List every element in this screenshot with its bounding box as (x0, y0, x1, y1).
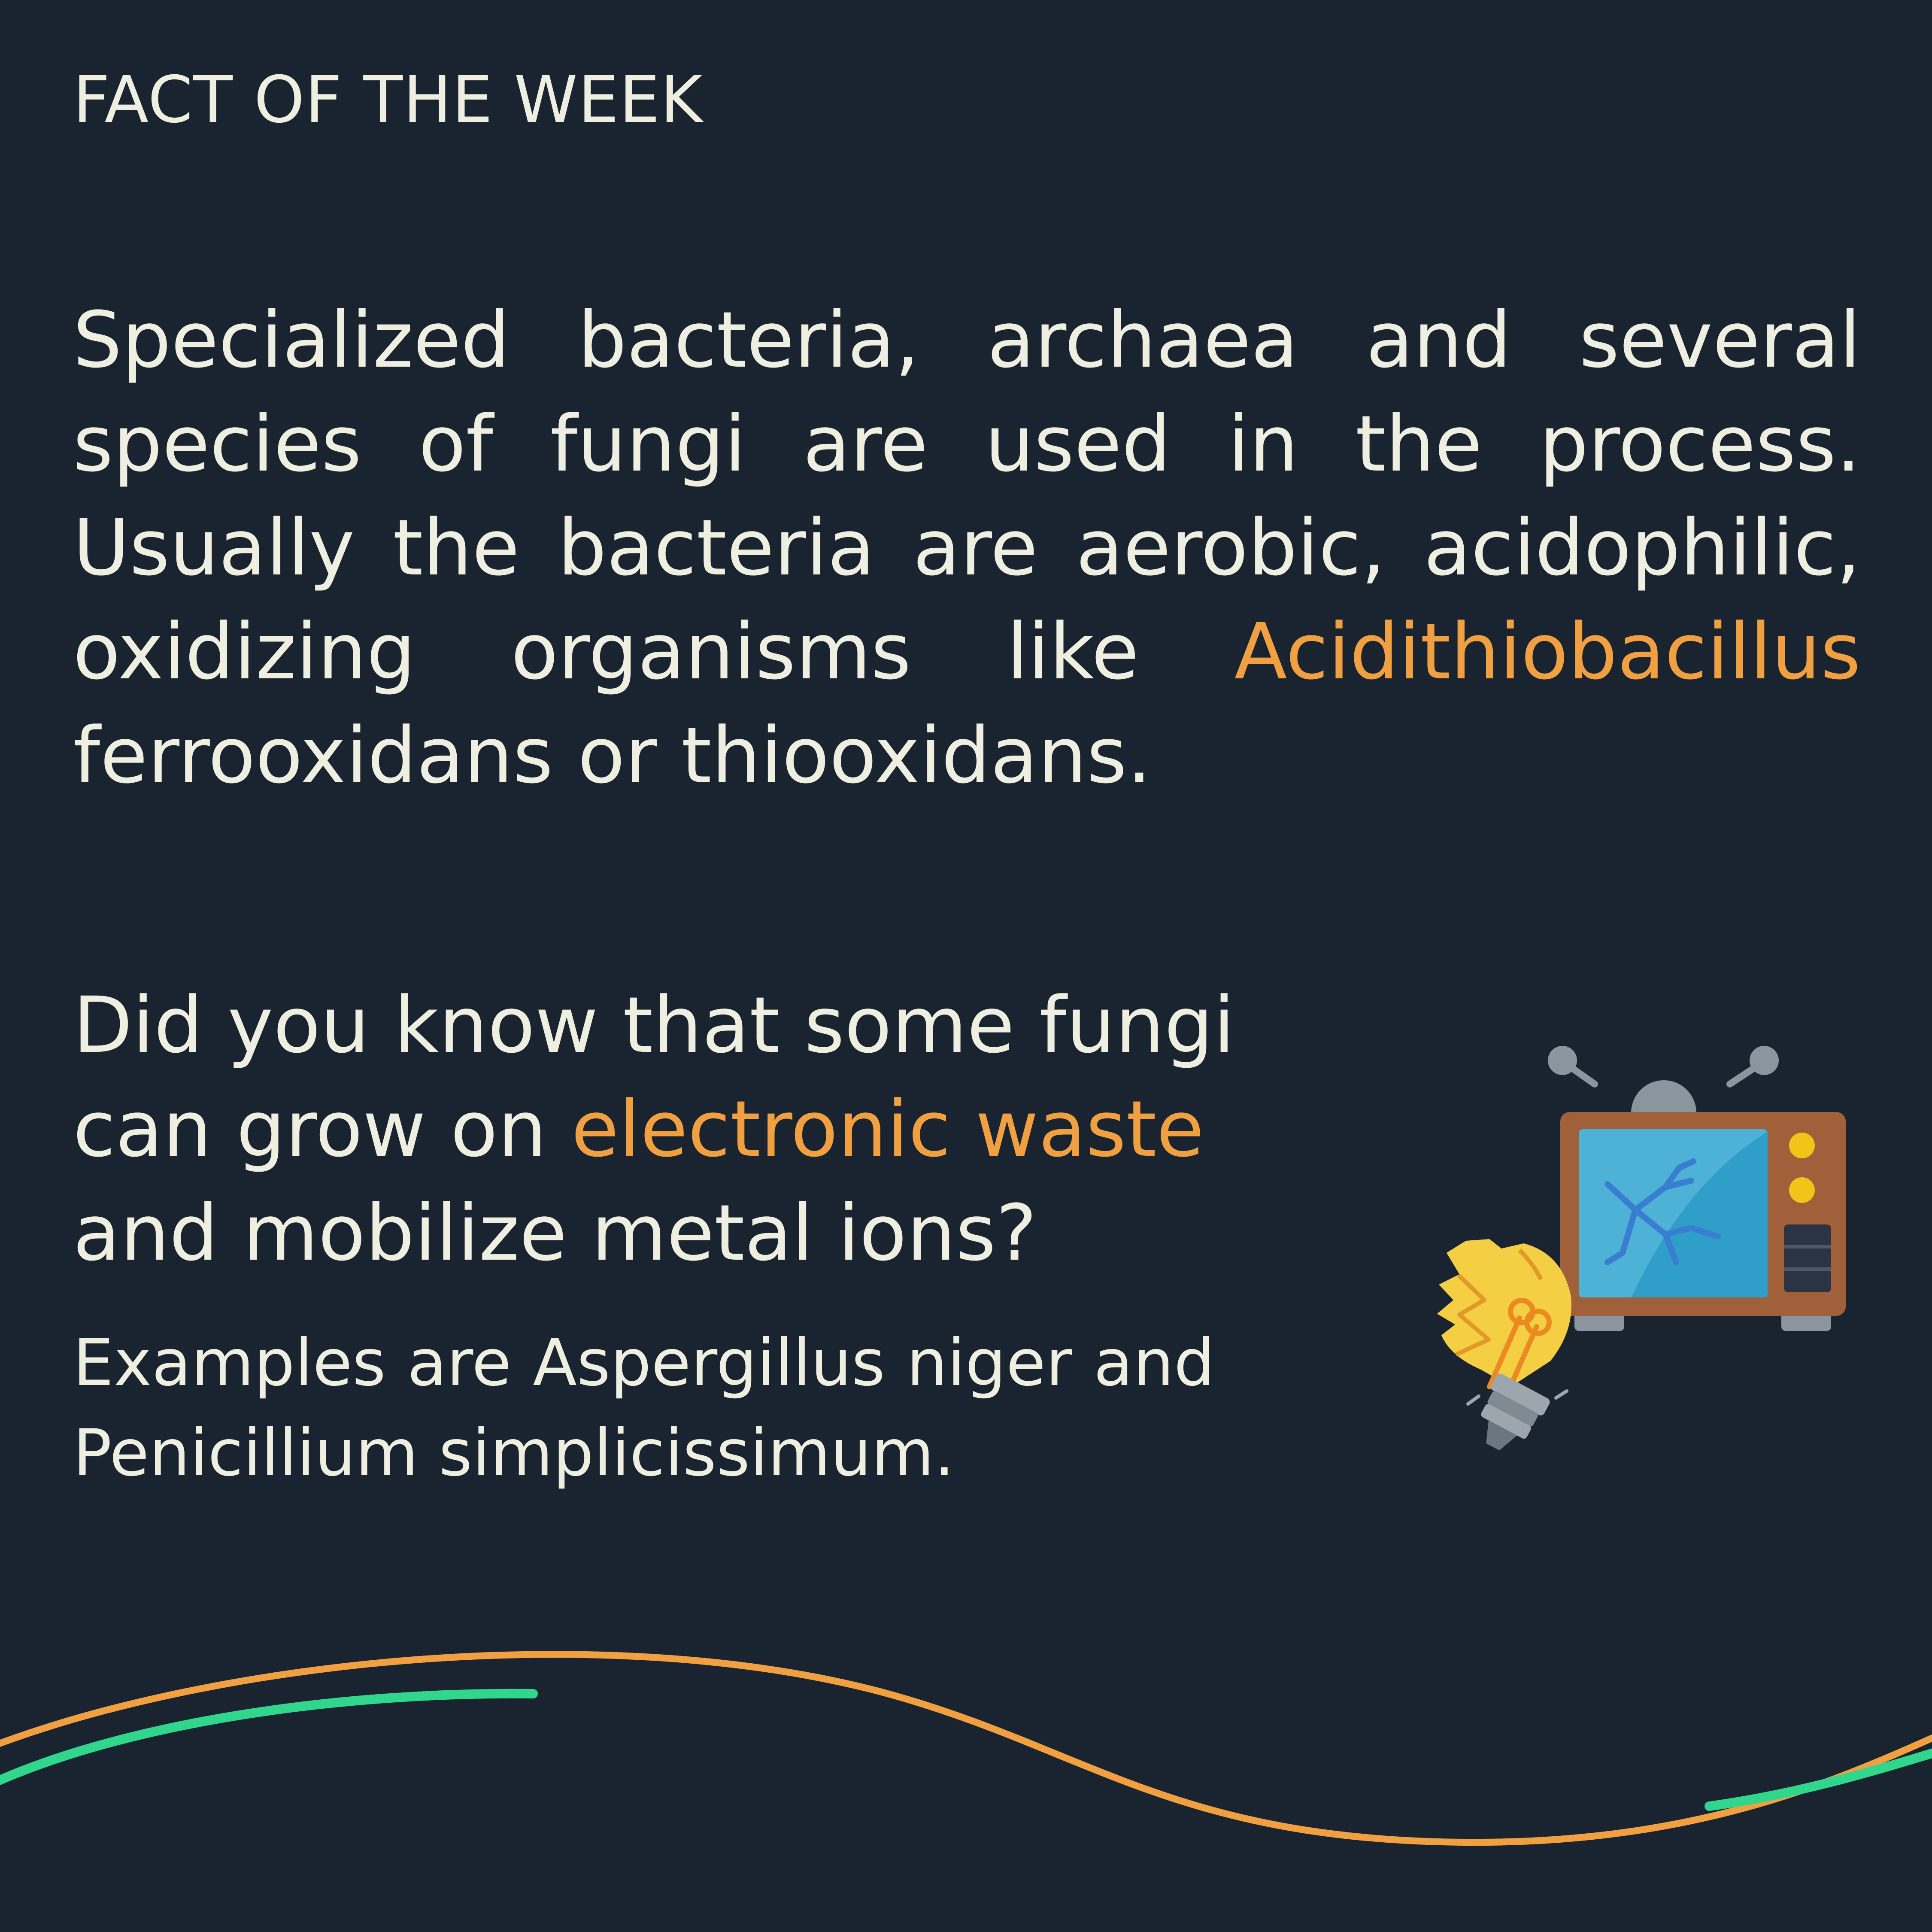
highlight-electronic-waste: electronic waste (571, 1084, 1204, 1174)
green-wave-right (1709, 1751, 1932, 1806)
broken-lightbulb-icon (1437, 1239, 1571, 1461)
header-label: FACT OF THE WEEK (73, 63, 703, 137)
highlight-acidithiobacillus: Acidithiobacillus (1234, 607, 1861, 697)
question-line-3: and mobilize metal ions? (73, 1188, 1037, 1278)
green-wave-left (0, 1694, 533, 1784)
question-line-2 (73, 1078, 1215, 1182)
paragraph-text-start: Specialized bacteria, archaea and several species of fungi are used in the process. Usually the bacteria are aerobic, acidophilic, oxidizing organisms like (73, 295, 1861, 697)
question-block (73, 974, 1235, 1285)
examples-text: Examples are Aspergillus niger and Penicillium simplicissimum. (73, 1326, 1215, 1491)
question-line-1: Did you know that some fungi (73, 981, 1235, 1070)
e-waste-illustration (1391, 1039, 1854, 1468)
broken-tv-icon (1548, 1046, 1846, 1331)
paragraph-text-end: ferrooxidans or thiooxidans. (73, 711, 1152, 801)
question-line-2-text: can grow on (73, 1084, 571, 1174)
decorative-waves (0, 1606, 1932, 1872)
main-paragraph (73, 289, 1861, 808)
orange-wave (0, 1654, 1932, 1842)
